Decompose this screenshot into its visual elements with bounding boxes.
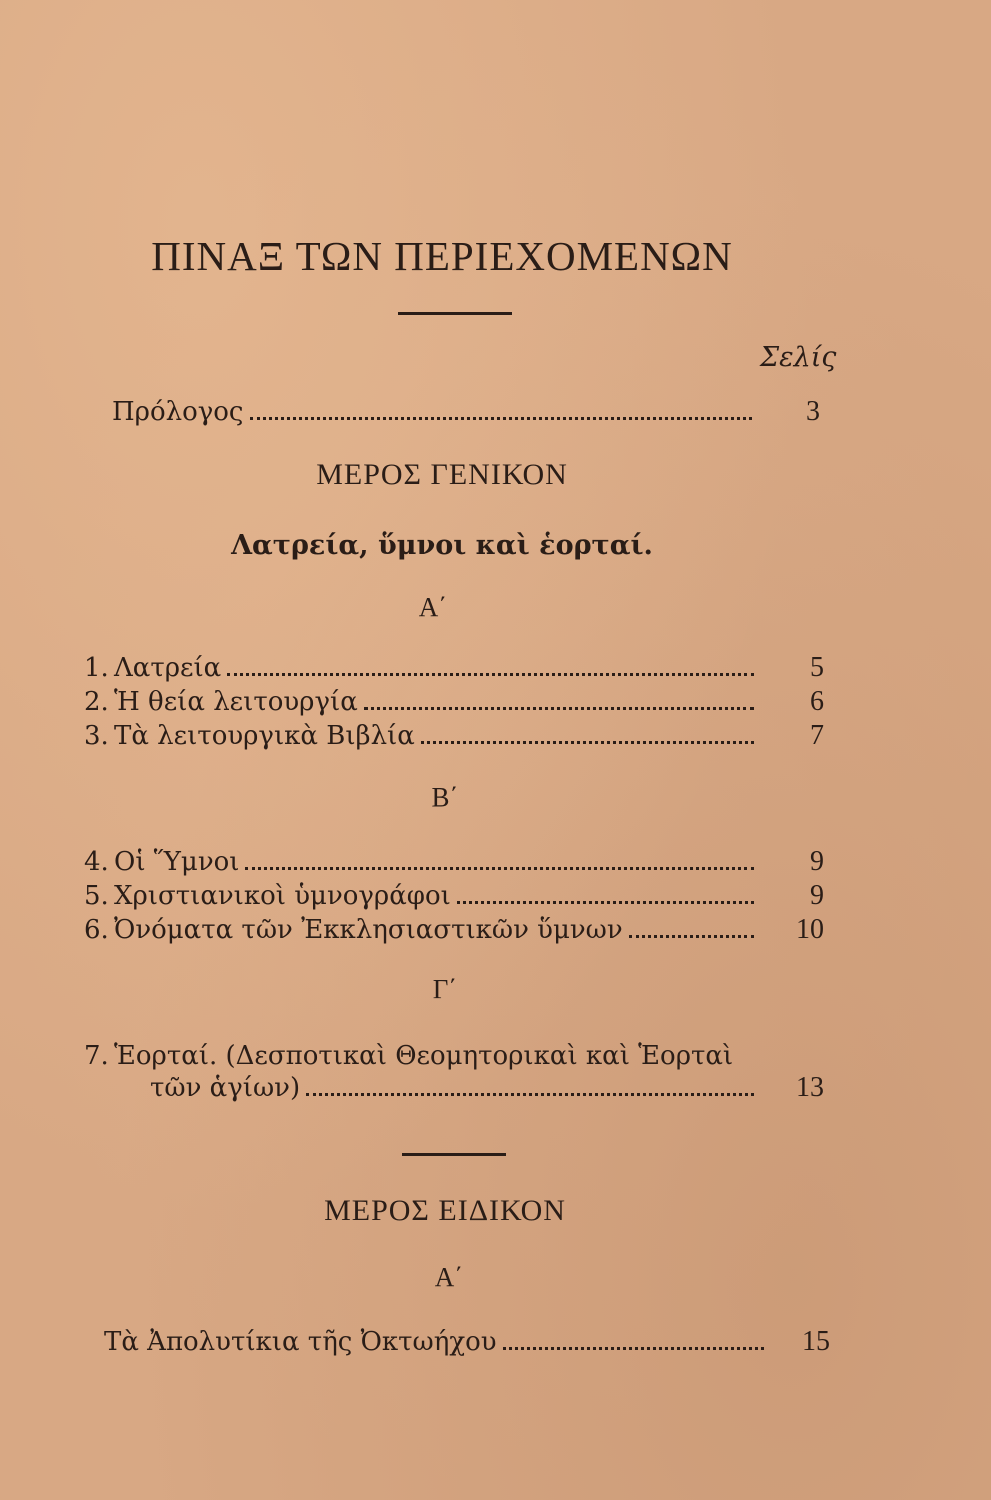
toc-entry-5[interactable] [84, 880, 754, 912]
part-heading-general: ΜΕΡΟΣ ΓΕΝΙΚΟΝ [316, 458, 568, 491]
toc-entry-4[interactable] [84, 846, 754, 878]
entry-number: 2. [84, 687, 109, 717]
toc-entry-6[interactable] [84, 914, 754, 946]
dot-leader [629, 935, 754, 938]
page-column-header: Σελίς [760, 342, 837, 373]
toc-entry-1[interactable] [84, 652, 754, 684]
section-letter-b: Β΄ [431, 782, 459, 812]
entry-number: 7. [84, 1041, 109, 1071]
toc-entry-prologue[interactable] [112, 396, 752, 428]
toc-entry-2[interactable] [84, 686, 754, 718]
entry-page-number: 13 [796, 1072, 824, 1103]
entry-label-continued: τῶν ἁγίων) [150, 1073, 301, 1103]
entry-label: Ἡ θεία λειτουργία [114, 687, 358, 717]
section-letter-c: Γ΄ [432, 974, 458, 1004]
toc-entry-apolytikia[interactable] [104, 1326, 764, 1358]
section-letter-a: Α΄ [418, 592, 448, 622]
dot-leader [306, 1093, 754, 1096]
entry-number: 3. [84, 721, 109, 751]
dot-leader [250, 417, 753, 420]
entry-label: Οἱ Ὕμνοι [114, 847, 240, 877]
title-rule [398, 312, 512, 315]
part-divider-rule [402, 1153, 506, 1156]
toc-entry-7-continued[interactable] [150, 1072, 754, 1104]
entry-label: Ὀνόματα τῶν Ἐκκλησιαστικῶν ὕμνων [114, 915, 623, 945]
entry-page-number: 7 [810, 720, 824, 751]
entry-page-number: 5 [810, 652, 824, 683]
entry-page-number: 9 [810, 846, 824, 877]
page-title: ΠΙΝΑΞ ΤΩΝ ΠΕΡΙΕΧΟΜΕΝΩΝ [151, 233, 733, 279]
entry-page-number: 9 [810, 880, 824, 911]
entry-number: 5. [84, 881, 109, 911]
entry-label: Χριστιανικοὶ ὑμνογράφοι [114, 881, 451, 911]
dot-leader [503, 1347, 764, 1350]
entry-page-number: 6 [810, 686, 824, 717]
dot-leader [457, 901, 754, 904]
dot-leader [245, 867, 754, 870]
dot-leader [364, 707, 754, 710]
entry-number: 4. [84, 847, 109, 877]
entry-label: Τὰ λειτουργικὰ Βιβλία [114, 721, 415, 751]
dot-leader [421, 741, 754, 744]
entry-number: 6. [84, 915, 109, 945]
entry-page-number: 3 [806, 396, 820, 427]
part-subheading: Λατρεία, ὕμνοι καὶ ἑορταί. [231, 530, 653, 561]
entry-label: Πρόλογος [112, 397, 244, 427]
section-letter-special-a: Α΄ [434, 1262, 464, 1292]
entry-label: Ἑορταί. (Δεσποτικαὶ Θεομητορικαὶ καὶ Ἑορταὶ [114, 1041, 734, 1071]
entry-page-number: 15 [802, 1326, 830, 1357]
entry-label: Λατρεία [114, 653, 222, 683]
entry-number: 1. [84, 653, 109, 683]
entry-label: Τὰ Ἀπολυτίκια τῆς Ὀκτωήχου [104, 1327, 497, 1357]
toc-entry-3[interactable] [84, 720, 754, 752]
dot-leader [227, 673, 754, 676]
entry-page-number: 10 [796, 914, 824, 945]
part-heading-special: ΜΕΡΟΣ ΕΙΔΙΚΟΝ [324, 1194, 566, 1227]
toc-entry-7[interactable] [84, 1040, 784, 1072]
